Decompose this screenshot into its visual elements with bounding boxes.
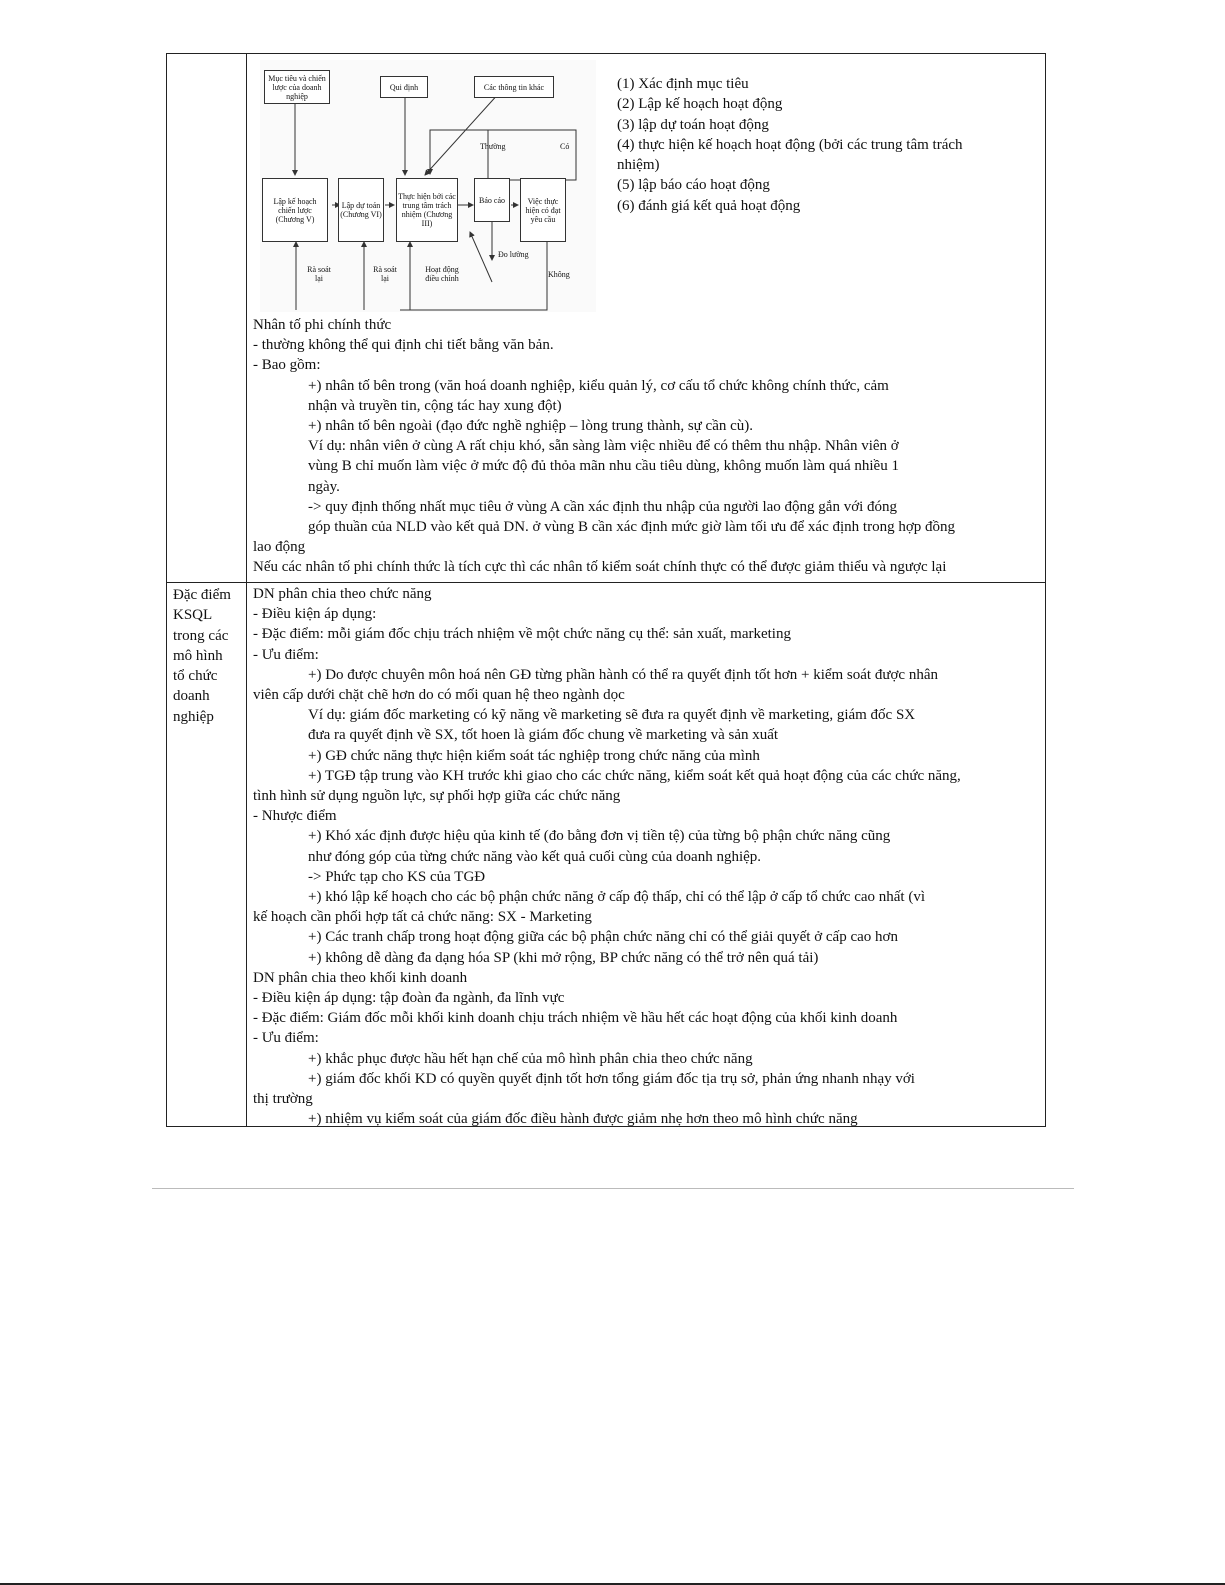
box-strategic-plan: Lập kế hoạch chiến lược (Chương V) [262,178,328,242]
step-item: (4) thực hiện kế hoạch hoạt động (bởi các trung tâm trách [617,136,963,153]
step-item: nhiệm) [617,157,660,174]
text-line: như đóng góp của từng chức năng vào kết quả cuối cùng của doanh nghiệp. [308,848,762,865]
text-line: +) GĐ chức năng thực hiện kiểm soát tác nghiệp trong chức năng của mình [308,747,760,764]
page-divider [152,1188,1074,1189]
label-adjust: Hoạt động điều chỉnh [425,265,459,283]
text-line: +) Các tranh chấp trong hoạt động giữa các bộ phận chức năng chỉ có thể giải quyết ở cấp cao hơn [308,929,898,946]
text-line: Ví dụ: nhân viên ở cùng A rất chịu khó, sẵn sàng làm việc nhiều để có thêm thu nhập. Nhân viên ở [308,438,899,455]
text-line: Nếu các nhân tố phi chính thức là tích cực thì các nhân tố kiểm soát chính thực có thể được giảm thiểu và ngược lại [253,559,947,576]
box-other-info: Các thông tin khác [474,76,554,98]
row-divider [167,582,1045,583]
box-result: Việc thực hiện có đạt yêu cầu [520,178,566,242]
box-report: Báo cáo [474,178,510,222]
organization-models-text [253,584,1043,1129]
text-line: tình hình sử dụng nguồn lực, sự phối hợp giữa các chức năng [253,788,621,805]
box-execution: Thực hiện bởi các trung tâm trách nhiệm (Chương III) [396,178,458,242]
text-line: DN phân chia theo chức năng [253,586,432,602]
text-line: góp thuần của NLD vào kết quả DN. ở vùng B cần xác định mức giờ làm tối ưu để xác định trong hợp đồng [308,519,956,536]
box-goals: Mục tiêu và chiến lược của doanh nghiệp [264,70,330,104]
step-item: (2) Lập kế hoạch hoạt động [617,96,783,113]
label-review-2: Rà soát lại [373,265,397,283]
text-line: - Bao gồm: [253,357,321,374]
column-divider [246,54,247,1126]
text-line: vùng B chỉ muốn làm việc ở mức độ đủ thỏa mãn nhu cầu tiêu dùng, không muốn làm quá nhiều 1 [308,458,899,475]
text-line: +) không dễ dàng đa dạng hóa SP (khi mở rộng, BP chức năng có thể trở nên quá tải) [308,949,819,966]
text-line: nhận và truyền tin, cộng tác hay xung đột) [308,397,562,414]
text-line: - Ưu điểm: [253,1030,319,1047]
text-line: ngày. [308,478,340,495]
label-measure: Đo lường [498,250,529,259]
label-line: KSQL [173,607,213,624]
text-line: +) khó lập kế hoạch cho các bộ phận chức năng ở cấp độ thấp, chỉ có thể lập ở cấp tổ chức cao nhất (vì [308,889,926,906]
label-line: nghiệp [173,708,214,725]
step-item: (5) lập báo cáo hoạt động [617,177,770,194]
label-line: trong các [173,627,229,644]
text-line: +) nhân tố bên ngoài (đạo đức nghề nghiệp – lòng trung thành, sự cần cù). [308,418,754,435]
step-item: (1) Xác định mục tiêu [617,76,749,92]
label-no: Không [548,270,570,279]
text-line: Nhân tố phi chính thức [253,317,392,333]
control-process-diagram [260,60,596,312]
process-steps [617,74,1027,216]
text-line: +) giám đốc khối KD có quyền quyết định tốt hơn tổng giám đốc tịa trụ sở, phản ứng nhanh nhạy với [308,1070,915,1087]
text-line: +) TGĐ tập trung vào KH trước khi giao cho các chức năng, kiểm soát kết quả hoạt động của các chức năng, [308,767,961,784]
text-line: thị trường [253,1091,313,1108]
label-line: Đặc điểm [173,587,231,603]
label-line: mô hình [173,647,223,664]
text-line: +) nhân tố bên trong (văn hoá doanh nghiệp, kiểu quản lý, cơ cấu tổ chức không chính thức, cảm [308,377,889,394]
label-regular: Thường [480,142,506,151]
label-yes: Có [560,142,570,151]
text-line: - Điều kiện áp dụng: [253,606,377,623]
text-line: +) nhiệm vụ kiểm soát của giám đốc điều hành được giảm nhẹ hơn theo mô hình chức năng [308,1111,858,1128]
text-line: - thường không thể qui định chi tiết bằng văn bản. [253,337,554,354]
text-line: - Đặc điểm: Giám đốc mỗi khối kinh doanh chịu trách nhiệm về hầu hết các hoạt động của khối kinh doanh [253,1010,898,1027]
text-line: +) khắc phục được hầu hết hạn chế của mô hình phân chia theo chức năng [308,1050,753,1067]
text-line: - Đặc điểm: mỗi giám đốc chịu trách nhiệm về một chức năng cụ thể: sản xuất, marketing [253,626,791,643]
text-line: kế hoạch cần phối hợp tất cả chức năng: SX - Marketing [253,909,592,926]
label-line: doanh [173,688,210,705]
label-line: tổ chức [173,668,218,685]
text-line: Ví dụ: giám đốc marketing có kỹ năng về marketing sẽ đưa ra quyết định về marketing, giám đốc SX [308,707,916,724]
text-line: - Điều kiện áp dụng: tập đoàn đa ngành, đa lĩnh vực [253,990,565,1007]
text-line: đưa ra quyết định về SX, tốt hoen là giám đốc chung về marketing và sản xuất [308,727,779,744]
text-line: - Nhược điểm [253,808,337,825]
text-line: - Ưu điểm: [253,646,319,663]
text-line: viên cấp dưới chặt chẽ hơn do có mối quan hệ theo ngành dọc [253,687,625,704]
text-line: DN phân chia theo khối kinh doanh [253,969,468,986]
box-budget: Lập dự toán (Chương VI) [338,178,384,242]
content-table [166,53,1046,1127]
row-label-ksql [173,585,245,727]
informal-factors-text [253,315,1033,578]
text-line: +) Do được chuyên môn hoá nên GĐ từng phần hành có thể ra quyết định tốt hơn + kiểm soát được nhân [308,666,938,683]
text-line: lao động [253,539,306,556]
label-review-1: Rà soát lại [307,265,331,283]
step-item: (6) đánh giá kết quả hoạt động [617,197,801,214]
box-rules: Qui định [380,76,428,98]
step-item: (3) lập dự toán hoạt động [617,116,769,133]
text-line: +) Khó xác định được hiệu qủa kinh tế (đo bằng đơn vị tiền tệ) của từng bộ phận chức năng cũng [308,828,891,845]
text-line: -> Phức tạp cho KS của TGĐ [308,868,486,885]
text-line: -> quy định thống nhất mục tiêu ở vùng A cần xác định thu nhập của người lao động gắn với đóng [308,498,898,515]
